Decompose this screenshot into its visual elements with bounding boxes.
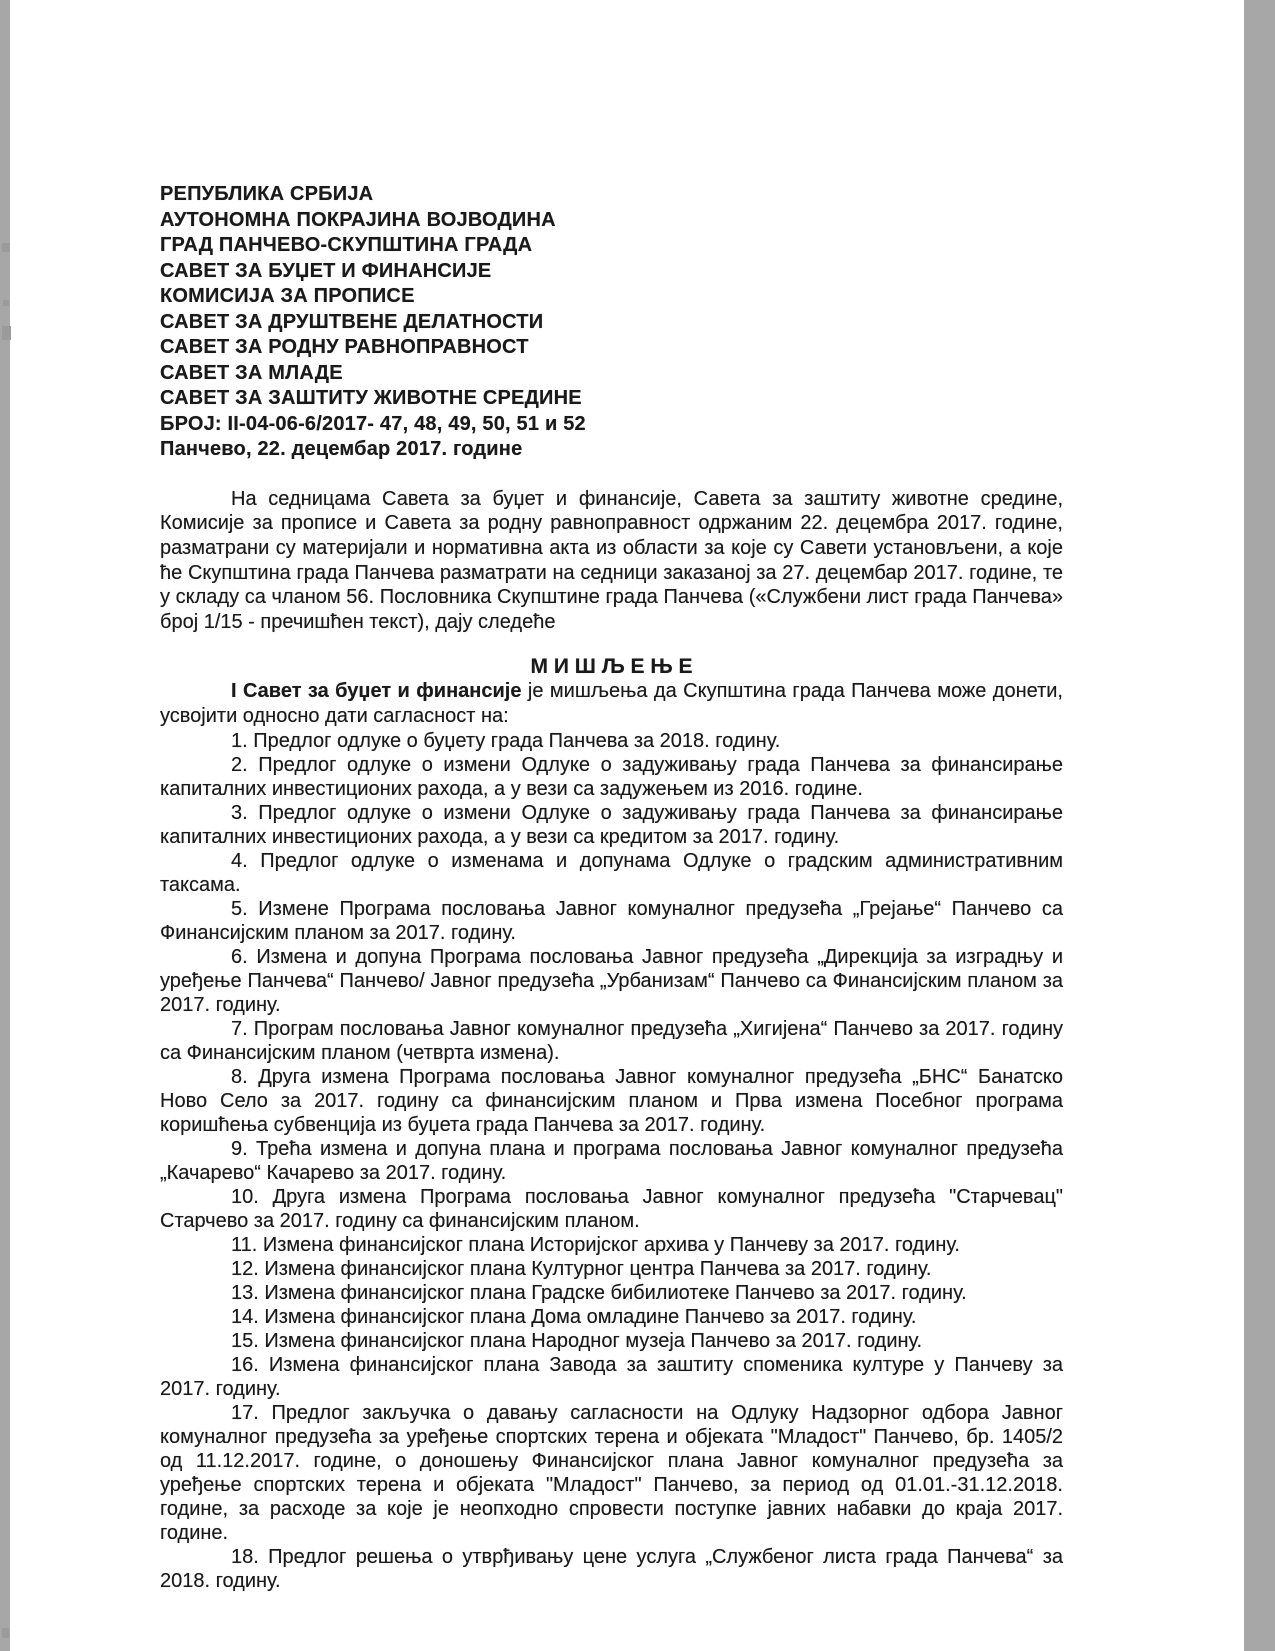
scan-artifact: [3, 300, 9, 306]
list-item: 16. Измена финансијског плана Завода за заштиту споменика културе у Панчеву за 2017. годину.: [160, 1353, 1063, 1400]
letterhead-line: Панчево, 22. децембар 2017. године: [160, 438, 523, 460]
list-item: 11. Измена финансијског плана Историјског архива у Панчеву за 2017. годину.: [231, 1233, 960, 1256]
scan-artifact: [2, 1628, 9, 1638]
opinion-lead-rest: је мишљења да Скупштина града Панчева може донети, усвојити односно дати сагласност на:: [160, 680, 1063, 728]
list-item: 1. Предлог одлуке о буџету града Панчева за 2018. годину.: [231, 729, 781, 752]
letterhead-line: КОМИСИЈА ЗА ПРОПИСЕ: [160, 285, 415, 307]
list-item: 15. Измена финансијског плана Народног музеја Панчево за 2017. годину.: [231, 1329, 923, 1352]
list-item: 8. Друга измена Програма пословања Јавног комуналног предузећа „БНС“ Банатско Ново Село за 2017. годину са финансијским планом и Прва измена Посебног програма коришћења субвенција из буџета града Панчева за 2017. годину.: [160, 1065, 1063, 1136]
letterhead-line: САВЕТ ЗА ЗАШТИТУ ЖИВОТНЕ СРЕДИНЕ: [160, 387, 582, 409]
list-item: 9. Трећа измена и допуна плана и програма пословања Јавног комуналног предузећа „Качарево“ Качарево за 2017. годину.: [160, 1137, 1063, 1184]
letterhead-line: САВЕТ ЗА БУЏЕТ И ФИНАНСИЈЕ: [160, 259, 492, 282]
list-item: 3. Предлог одлуке о измени Одлуке о задуживању града Панчева за финансирање капиталних инвестиционих рахода, а у вези са кредитом за 2017. годину.: [160, 801, 1063, 848]
letterhead-line: АУТОНОМНА ПОКРАЈИНА ВОЈВОДИНА: [160, 208, 556, 231]
opinion-heading: М И Ш Љ Е Њ Е: [530, 654, 693, 678]
list-item: 13. Измена финансијског плана Градске бибилиотеке Панчево за 2017. годину.: [231, 1281, 967, 1304]
list-item: 14. Измена финансијског плана Дома омладине Панчево за 2017. годину.: [231, 1305, 917, 1328]
letterhead-line: БРОЈ: II-04-06-6/2017- 47, 48, 49, 50, 51 и 52: [160, 412, 586, 435]
letterhead-line: САВЕТ ЗА ДРУШТВЕНЕ ДЕЛАТНОСТИ: [160, 310, 544, 333]
list-item: 18. Предлог решења о утврђивању цене услуга „Службеног листа града Панчева“ за 2018. годину.: [160, 1545, 1063, 1592]
scan-artifact: [2, 326, 11, 340]
list-item: 12. Измена финансијског плана Културног центра Панчева за 2017. годину.: [231, 1257, 932, 1280]
letterhead: [160, 182, 1063, 463]
intro-paragraph: На седницама Савета за буџет и финансије, Савета за заштиту животне средине, Комисије за прописе и Савета за родну равноправност одржаним 22. децембра 2017. године, разматрани су материјали и нормативна акта из области за које су Савети установљени, а које ће Скупштина града Панчева разматрати на седници заказаној за 27. децембар 2017. године, те у складу са чланом 56. Пословника Скупштине града Панчева («Службени лист града Панчева» број 1/15 - пречишћен текст), дају следеће: [160, 487, 1063, 634]
opinion-items: [160, 729, 1063, 1593]
scan-artifact: [2, 243, 10, 252]
list-item: 7. Програм пословања Јавног комуналног предузећа „Хигијена“ Панчево за 2017. годину са Финансијским планом (четврта измена).: [160, 1017, 1063, 1064]
list-item: 10. Друга измена Програма пословања Јавног комуналног предузећа "Старчевац" Старчево за 2017. годину са финансијским планом.: [160, 1185, 1063, 1232]
letterhead-line: САВЕТ ЗА РОДНУ РАВНОПРАВНОСТ: [160, 336, 529, 358]
opinion-lead-bold: I Савет за буџет и финансије: [231, 680, 522, 703]
list-item: 5. Измене Програма пословања Јавног комуналног предузећа „Грејање“ Панчево са Финансијским планом за 2017. годину.: [160, 897, 1063, 944]
document-page: [160, 182, 1063, 1593]
letterhead-line: РЕПУБЛИКА СРБИЈА: [160, 183, 374, 205]
list-item: 6. Измена и допуна Програма пословања Јавног предузећа „Дирекција за изградњу и уређење Панчева“ Панчево/ Јавног предузећа „Урбанизам“ Панчево са Финансијским планом за 2017. годину.: [160, 945, 1063, 1016]
letterhead-line: САВЕТ ЗА МЛАДЕ: [160, 361, 343, 384]
list-item: 17. Предлог закључка о давању сагласности на Одлуку Надзорног одбора Јавног комуналног предузећа за уређење спортских терена и објеката "Младост" Панчево, бр. 1405/2 од 11.12.2017. године, о доношењу Финансијског плана Јавног комуналног предузећа за уређење спортских терена и објеката "Младост" Панчево, за период од 01.01.-31.12.2018. године, за расходе за које је неопходно спровести поступке јавних набавки до краја 2017. године.: [160, 1401, 1063, 1544]
letterhead-line: ГРАД ПАНЧЕВО-СКУПШТИНА ГРАДА: [160, 234, 533, 256]
list-item: 2. Предлог одлуке о измени Одлуке о задуживању града Панчева за финансирање капиталних инвестиционих рахода, а у вези са задужењем из 2016. године.: [160, 753, 1063, 800]
opinion-lead: [160, 679, 1063, 728]
scan-edge-right: [1244, 0, 1275, 1651]
list-item: 4. Предлог одлуке о изменама и допунама Одлуке о градским административним таксама.: [160, 849, 1063, 896]
